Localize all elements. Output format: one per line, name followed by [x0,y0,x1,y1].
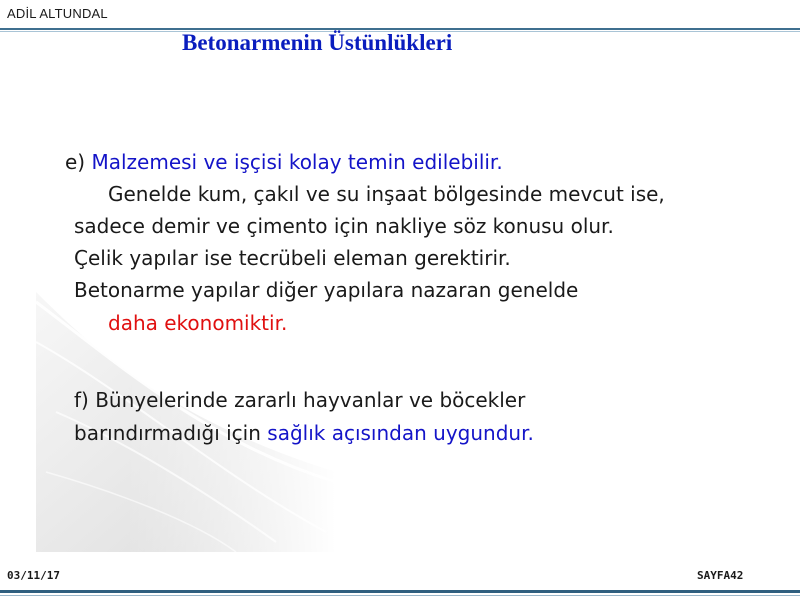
item-f-line-1: f) Bünyelerinde zararlı hayvanlar ve böcekler [74,388,526,412]
item-e-prefix: e) [65,150,92,174]
item-e-line-4: Betonarme yapılar diğer yapılara nazaran genelde [74,278,579,302]
slide-title: Betonarmenin Üstünlükleri [182,30,453,55]
footer-date: 03/11/17 [7,569,60,582]
item-e-heading-line [65,150,503,174]
footer-rule-thin [0,595,800,596]
item-f-line-2-prefix: barındırmadığı için [74,421,268,445]
item-e-line-3: Çelik yapılar ise tecrübeli eleman gerektirir. [74,246,511,270]
footer-rule [0,590,800,593]
item-e-highlight: daha ekonomiktir. [108,311,288,335]
item-e-line-1: Genelde kum, çakıl ve su inşaat bölgesinde mevcut ise, [108,182,665,206]
author-name: ADİL ALTUNDAL [7,6,108,21]
item-e-heading: Malzemesi ve işçisi kolay temin edilebilir. [91,150,503,174]
item-f-highlight: sağlık açısından uygundur. [267,421,534,445]
footer-page-number: SAYFA42 [697,569,744,582]
item-f-line-2 [74,421,534,445]
item-e-line-2: sadece demir ve çimento için nakliye söz konusu olur. [74,214,614,238]
